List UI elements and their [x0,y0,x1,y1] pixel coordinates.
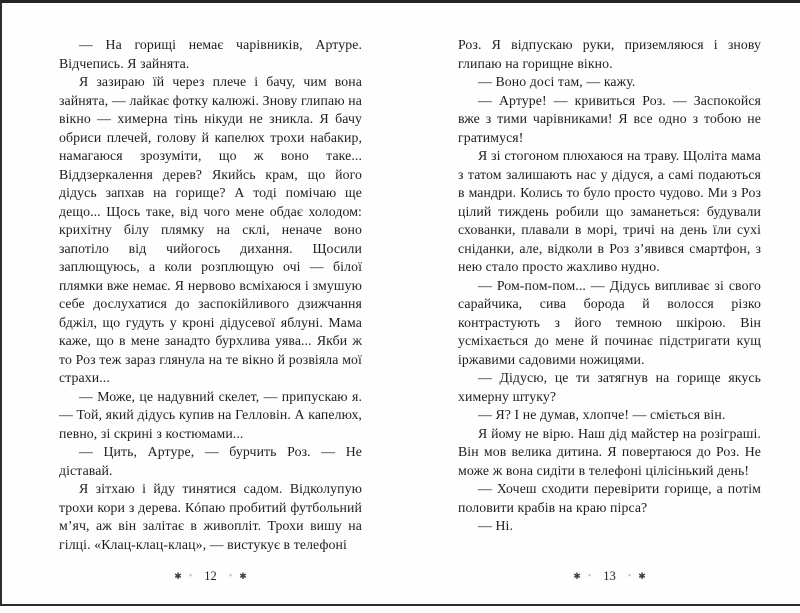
paragraph: Я зі стогоном плюхаюся на траву. Щоліта мама з татом залишають нас у дідуся, а самі подаються в мандри. Колись то було просто чудово. Ми з Роз цілий тиждень робили що заманеться: будували схованки, плавали в морі, тричі на день їли сухі сніданки, але, відколи в Роз з’явився смартфон, з нею стало просто жахливо нудно. [458,148,761,274]
paragraph: Я йому не вірю. Наш дід майстер на розіграші. Він мов велика дитина. Я повертаюся до Роз. Не може ж вона сидіти в телефоні цілісінький день! [458,425,761,478]
paragraph: — На горищі немає чарівників, Артуре. Відчепись. Я зайнята. [59,37,362,71]
footer-star-icon: ✱ [239,571,247,581]
paragraph: — Ні. [478,518,513,533]
page-number: 12 [204,569,217,583]
paragraph: — Ром-пом-пом... — Дідусь випливає зі свого сарайчика, сива борода й волосся різко контрастують з його темною шкірою. Він усміхається до мене й починає підстригати кущ іржавими садовими ножицями. [458,277,761,367]
right-page-text [458,36,761,536]
left-page-footer [59,569,362,584]
paragraph: — Може, це надувний скелет, — припускаю я. — Той, який дідусь купив на Гелловін. А капелюх, певно, зі скрині з костюмами... [59,388,362,441]
page-number: 13 [603,569,616,583]
footer-star-icon: ✱ [638,571,646,581]
paragraph: Я зазираю їй через плече і бачу, чим вона зайнята, — лайкає фотку калюжі. Знову глипаю на вікно — химерна тінь нікуди не зникла. Я бачу обриси плечей, голову й капелюх трохи набакир, намагаюся зрозуміти, що ж воно таке... Віддзеркалення дерев? Якийсь крам, що його дідусь запхав на горище? А тоді помічаю ще дещо... Щось таке, від чого мене обдає холодом: крихітну білу плямку на склі, неначе воно запотіло від чийогось дихання. Щосили заплющуюсь, а коли розплющую очі — білої плямки вже немає. Я нервово всміхаюся і змушую себе дослухатися до заспокійливого дзижчання бджіл, що гудуть у кроні дідусевої яблуні. Мама каже, що в мене занадто бурхлива уява... Якби ж то Роз теж зараз глянула на те вікно й розвіяла мої страхи... [59,74,362,385]
paragraph: — Хочеш сходити перевірити горище, а потім половити крабів на краю пірса? [458,481,761,515]
paragraph: — Цить, Артуре, — бурчить Роз. — Не діставай. [59,444,362,478]
paragraph: — Воно досі там, — кажу. [478,74,636,89]
right-page [458,3,761,604]
paragraph: Роз. Я відпускаю руки, приземляюся і знову глипаю на горищне вікно. [458,37,761,71]
footer-dot-icon: • [587,570,592,582]
footer-dot-icon: • [627,570,632,582]
footer-dot-icon: • [228,570,233,582]
footer-star-icon: ✱ [573,571,581,581]
left-page-text [59,36,362,554]
paragraph: — Дідусю, це ти затягнув на горище якусь химерну штуку? [458,370,761,404]
paragraph: — Я? І не думав, хлопче! — сміється він. [478,407,726,422]
paragraph: — Артуре! — кривиться Роз. — Заспокойся вже з тими чарівниками! Я все одно з тобою не гратимуся! [458,92,761,145]
paragraph: Я зітхаю і йду тинятися садом. Відколупую трохи кори з дерева. Кóпаю пробитий футбольний м’яч, аж він залітає в живопліт. Трохи вишу на гілці. «Клац-клац-клац», — вистукує в телефоні [59,481,362,552]
footer-star-icon: ✱ [174,571,182,581]
left-page [59,3,362,604]
right-page-footer [458,569,761,584]
footer-dot-icon: • [188,570,193,582]
